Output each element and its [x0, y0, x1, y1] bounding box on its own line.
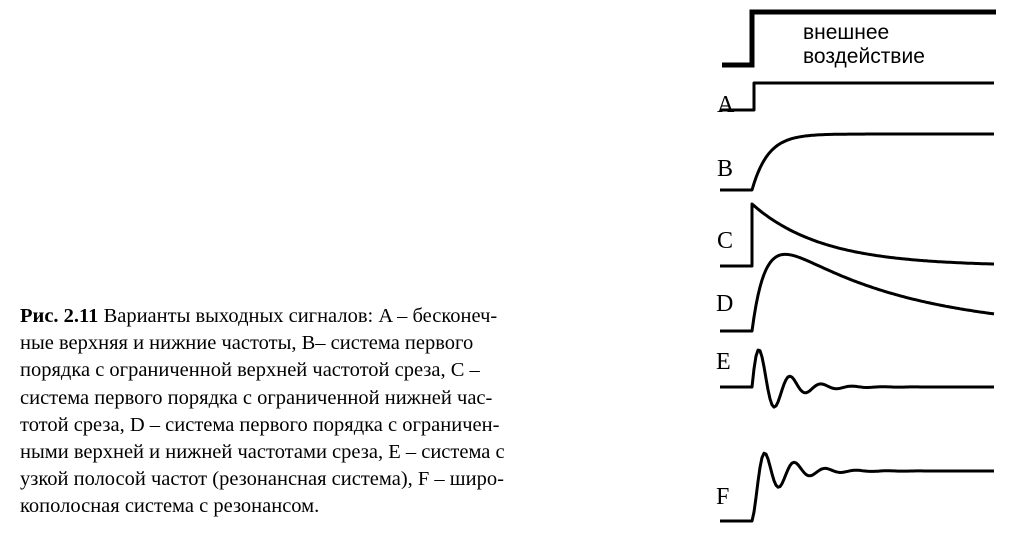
caption-line-7: узкой полосой частот (резонансная система), F – широ-	[20, 468, 504, 491]
trace-a-waveform	[720, 83, 994, 110]
trace-e-waveform	[720, 350, 994, 407]
caption-line-8: кополосная система с резонансом.	[20, 495, 320, 518]
trace-label-e: E	[716, 349, 731, 375]
caption-line-1	[20, 303, 650, 330]
trace-label-d: D	[716, 291, 734, 317]
stimulus-label-line2: воздействие	[803, 45, 925, 68]
caption-line-2: ные верхняя и нижние частоты, B– система первого	[20, 332, 474, 355]
figure-number: Рис. 2.11	[20, 305, 99, 327]
trace-label-c: C	[717, 228, 734, 254]
trace-label-f: F	[716, 484, 730, 510]
caption-line-4: система первого порядка с ограниченной нижней час-	[20, 386, 493, 409]
trace-label-a: A	[717, 92, 735, 118]
caption-line-3: порядка с ограниченной верхней частотой среза, C –	[20, 359, 480, 382]
trace-label-b: B	[717, 156, 734, 182]
figure-caption	[20, 303, 650, 521]
caption-line-6: ными верхней и нижней частотами среза, E – система с	[20, 441, 505, 464]
caption-line-5: тотой среза, D – система первого порядка с ограничен-	[20, 413, 500, 436]
trace-c-waveform	[720, 204, 994, 266]
trace-b-waveform	[720, 134, 994, 190]
trace-d-waveform	[720, 254, 994, 331]
trace-f-waveform	[720, 453, 994, 521]
stimulus-label-line1: внешнее	[803, 21, 890, 44]
caption-text: Варианты выходных сигналов: A – бесконеч-	[98, 305, 498, 327]
